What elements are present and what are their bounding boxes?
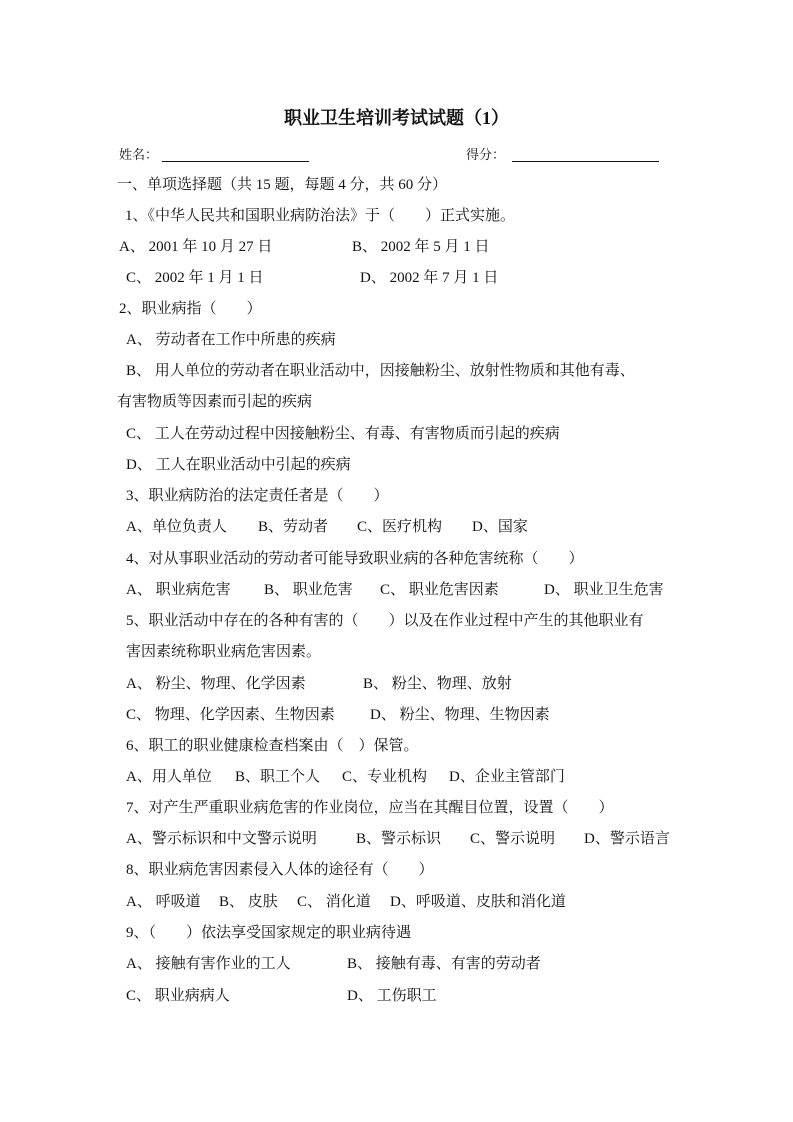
question-6-stem: 6、职工的职业健康检查档案由（ ）保管。 [126,738,419,754]
question-9-option-c[interactable]: C、 职业病病人 [126,988,230,1004]
question-2-option-b-continuation: 有害物质等因素而引起的疾病 [117,394,313,410]
question-9-stem: 9、（ ）依法享受国家规定的职业病待遇 [126,925,412,941]
question-9-option-d[interactable]: D、 工伤职工 [347,988,437,1004]
question-1-option-a[interactable]: A、 2001 年 10 月 27 日 [119,239,273,255]
question-4-option-c[interactable]: C、 职业危害因素 [380,582,499,598]
question-6-option-b[interactable]: B、职工个人 [235,769,321,785]
question-3-stem: 3、职业病防治的法定责任者是（ ） [126,488,389,504]
question-5-option-c[interactable]: C、 物理、化学因素、生物因素 [126,707,335,723]
question-4-option-a[interactable]: A、 职业病危害 [126,582,231,598]
question-5-stem: 5、职业活动中存在的各种有害的（ ）以及在作业过程中产生的其他职业有 [126,613,644,629]
page-title: 职业卫生培训考试试题（1） [284,108,509,128]
question-1-option-d[interactable]: D、 2002 年 7 月 1 日 [360,270,499,286]
question-2-option-c[interactable]: C、 工人在劳动过程中因接触粉尘、有毒、有害物质而引起的疾病 [126,426,560,442]
question-5-stem-continuation: 害因素统称职业病危害因素。 [126,644,322,660]
question-7-option-a[interactable]: A、警示标识和中文警示说明 [126,831,317,847]
question-4-stem: 4、对从事职业活动的劳动者可能导致职业病的各种危害统称（ ） [126,551,584,567]
question-2-option-d[interactable]: D、 工人在职业活动中引起的疾病 [126,457,351,473]
question-2-option-a[interactable]: A、 劳动者在工作中所患的疾病 [126,332,336,348]
name-label: 姓名： [119,147,159,162]
score-field-line[interactable] [512,161,659,162]
question-4-option-d[interactable]: D、 职业卫生危害 [544,582,664,598]
question-6-option-c[interactable]: C、专业机构 [342,769,428,785]
question-5-option-b[interactable]: B、 粉尘、物理、放射 [363,676,512,692]
question-1-option-b[interactable]: B、 2002 年 5 月 1 日 [352,239,490,255]
question-5-option-d[interactable]: D、 粉尘、物理、生物因素 [370,707,550,723]
name-field-line[interactable] [162,161,309,162]
question-2-option-b[interactable]: B、 用人单位的劳动者在职业活动中，因接触粉尘、放射性物质和其他有毒、 [126,363,635,379]
question-6-option-a[interactable]: A、用人单位 [126,769,212,785]
question-3-option-a[interactable]: A、单位负责人 [126,519,227,535]
question-8-option-d[interactable]: D、呼吸道、皮肤和消化道 [390,894,566,910]
question-9-option-a[interactable]: A、 接触有害作业的工人 [126,956,291,972]
question-8-option-a[interactable]: A、 呼吸道 [126,894,201,910]
question-7-option-d[interactable]: D、警示语言 [584,831,670,847]
question-2-stem: 2、职业病指（ ） [119,301,262,317]
question-9-option-b[interactable]: B、 接触有毒、有害的劳动者 [347,956,541,972]
section-header: 一、单项选择题（共 15 题，每题 4 分，共 60 分） [117,177,448,193]
question-1-stem: 1、《中华人民共和国职业病防治法》于（ ）正式实施。 [125,208,516,224]
question-3-option-b[interactable]: B、劳动者 [258,519,329,535]
question-4-option-b[interactable]: B、 职业危害 [264,582,353,598]
question-1-option-c[interactable]: C、 2002 年 1 月 1 日 [126,270,264,286]
question-8-option-c[interactable]: C、 消化道 [297,894,371,910]
question-6-option-d[interactable]: D、企业主管部门 [449,769,565,785]
question-5-option-a[interactable]: A、 粉尘、物理、化学因素 [126,676,306,692]
question-8-stem: 8、职业病危害因素侵入人体的途径有（ ） [126,862,434,878]
question-7-stem: 7、对产生严重职业病危害的作业岗位，应当在其醒目位置，设置（ ） [126,800,614,816]
question-7-option-c[interactable]: C、警示说明 [470,831,556,847]
question-3-option-c[interactable]: C、医疗机构 [357,519,443,535]
question-8-option-b[interactable]: B、 皮肤 [219,894,278,910]
score-label: 得分： [466,147,506,162]
question-7-option-b[interactable]: B、警示标识 [356,831,442,847]
question-3-option-d[interactable]: D、国家 [472,519,528,535]
